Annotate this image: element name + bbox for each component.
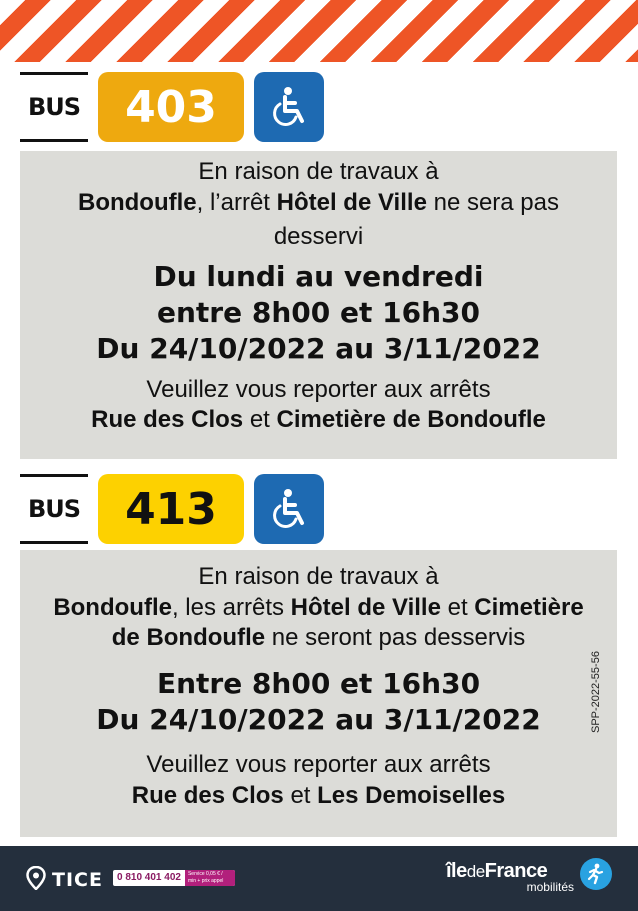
warning-stripes xyxy=(0,0,638,62)
footer-bar xyxy=(0,846,638,911)
bus-label: BUS xyxy=(20,72,88,142)
line-number-badge: 413 xyxy=(98,474,244,544)
notice-closed-stop: Bondoufle, l’arrêt Hôtel de Ville ne sera pas xyxy=(77,188,560,216)
notice-intro: En raison de travaux à xyxy=(198,158,439,185)
reference-code: SPP-2022-55-56 xyxy=(590,651,602,733)
notice-panel-403 xyxy=(20,151,617,459)
redirect-intro: Veuillez vous reporter aux arrêts xyxy=(146,375,491,403)
line-number-badge: 403 xyxy=(98,72,244,142)
wheelchair-icon xyxy=(254,72,324,142)
schedule-days: Du lundi au vendredi xyxy=(153,260,484,294)
wheelchair-icon xyxy=(254,474,324,544)
idf-mobilites-logo xyxy=(446,860,576,900)
map-pin-icon xyxy=(26,866,46,894)
notice-intro: En raison de travaux à xyxy=(198,563,439,590)
schedule-dates: Du 24/10/2022 au 3/11/2022 xyxy=(96,702,541,736)
alternative-stops: Rue des Clos et Les Demoiselles xyxy=(131,781,506,809)
schedule-dates: Du 24/10/2022 au 3/11/2022 xyxy=(96,331,541,365)
operator-logo xyxy=(26,866,103,894)
notice-panel-413 xyxy=(20,550,617,837)
notice-closed-stops-cont: de Bondoufle ne seront pas desservis xyxy=(111,624,526,652)
phone-contact[interactable] xyxy=(113,870,235,886)
redirect-intro: Veuillez vous reporter aux arrêts xyxy=(146,750,491,778)
running-person-icon xyxy=(580,858,612,890)
phone-number: 0 810 401 402 xyxy=(117,872,181,883)
schedule-hours: entre 8h00 et 16h30 xyxy=(157,295,480,329)
schedule-hours: Entre 8h00 et 16h30 xyxy=(156,667,481,701)
bus-label: BUS xyxy=(20,474,88,544)
alternative-stops: Rue des Clos et Cimetière de Bondoufle xyxy=(91,406,546,434)
brand-wordmark: îledeFrance xyxy=(446,860,548,882)
notice-served: desservi xyxy=(273,223,364,251)
bus-413-header xyxy=(20,474,340,544)
notice-closed-stops: Bondoufle, les arrêts Hôtel de Ville et Cimetière xyxy=(53,593,584,621)
brand-subtitle: mobilités xyxy=(526,880,574,894)
phone-cost: Service 0,05 € / min + prix appel xyxy=(185,870,235,886)
bus-403-header xyxy=(20,72,340,142)
operator-name: TICE xyxy=(52,869,103,891)
